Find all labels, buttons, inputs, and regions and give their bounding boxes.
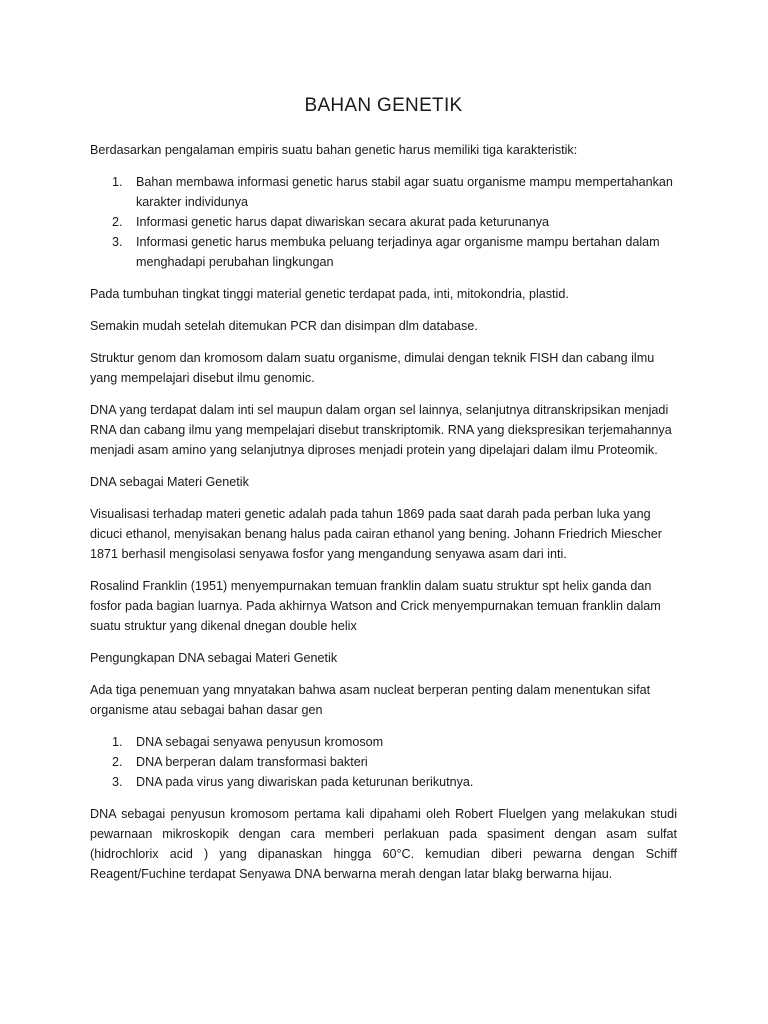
section-heading-pengungkapan: Pengungkapan DNA sebagai Materi Genetik — [90, 651, 338, 665]
paragraph-transcriptomic: DNA yang terdapat dalam inti sel maupun dalam organ sel lainnya, selanjutnya ditranskripsikan menjadi RNA dan cabang ilmu yang mempelajari disebut transkriptomik. RNA yang diekspresikan terjemahannya menjadi asam amino yang selanjutnya diproses menjadi protein yang dipelajari dalam ilmu Proteomik. — [90, 403, 672, 457]
list-item-number: 2. — [112, 755, 123, 769]
list-item-text: Informasi genetic harus dapat diwariskan secara akurat pada keturunanya — [136, 215, 550, 229]
list-item — [112, 752, 677, 772]
intro-paragraph: Berdasarkan pengalaman empiris suatu bahan genetic harus memiliki tiga karakteristik: — [90, 143, 578, 157]
list-item — [112, 212, 677, 232]
section-heading-dna: DNA sebagai Materi Genetik — [90, 475, 249, 489]
list-item-number: 1. — [112, 175, 123, 189]
list-item — [112, 732, 677, 752]
list-item-text: DNA sebagai senyawa penyusun kromosom — [136, 735, 384, 749]
document-title: BAHAN GENETIK — [304, 95, 463, 116]
list-item-text: DNA pada virus yang diwariskan pada keturunan berikutnya. — [136, 775, 474, 789]
discoveries-list — [90, 732, 677, 792]
paragraph-genomic: Struktur genom dan kromosom dalam suatu organisme, dimulai dengan teknik FISH dan cabang ilmu yang mempelajari disebut ilmu genomic. — [90, 351, 655, 385]
characteristics-list — [90, 172, 677, 272]
paragraph-fluelgen: DNA sebagai penyusun kromosom pertama kali dipahami oleh Robert Fluelgen yang melakukan studi pewarnaan mikroskopik dengan cara memberi perlakuan pada spasiment dengan asam sulfat (hidrochlorix acid ) yang dipanaskan hingga 60°C. kemudian diberi pewarna dengan Schiff Reagent/Fuchine terdapat Senyawa DNA berwarna merah dengan latar blakg berwarna hijau. — [90, 807, 677, 881]
list-item-number: 3. — [112, 775, 123, 789]
paragraph-franklin: Rosalind Franklin (1951) menyempurnakan temuan franklin dalam suatu struktur spt helix ganda dan fosfor pada bagian luarnya. Pada akhirnya Watson and Crick menyempurnakan temuan franklin dalam suatu struktur yang dikenal dnegan double helix — [90, 579, 661, 633]
paragraph-pcr: Semakin mudah setelah ditemukan PCR dan disimpan dlm database. — [90, 319, 478, 333]
list-item — [112, 772, 677, 792]
list-item — [112, 232, 677, 272]
list-item-number: 2. — [112, 215, 123, 229]
list-item-number: 1. — [112, 735, 123, 749]
paragraph-material-genetic: Pada tumbuhan tingkat tinggi material genetic terdapat pada, inti, mitokondria, plastid. — [90, 287, 569, 301]
list-item-text: DNA berperan dalam transformasi bakteri — [136, 755, 368, 769]
list-item-number: 3. — [112, 235, 123, 249]
document-page — [90, 92, 677, 896]
list-item-text: Informasi genetic harus membuka peluang terjadinya agar organisme mampu bertahan dalam menghadapi perubahan lingkungan — [136, 235, 660, 269]
paragraph-penemuan: Ada tiga penemuan yang mnyatakan bahwa asam nucleat berperan penting dalam menentukan sifat organisme atau sebagai bahan dasar gen — [90, 683, 651, 717]
paragraph-visualisasi: Visualisasi terhadap materi genetic adalah pada tahun 1869 pada saat darah pada perban luka yang dicuci ethanol, menyisakan benang halus pada cairan ethanol yang bening. Johann Friedrich Miescher 1871 berhasil mengisolasi senyawa fosfor yang mengandung senyawa asam dari inti. — [90, 507, 662, 561]
list-item-text: Bahan membawa informasi genetic harus stabil agar suatu organisme mampu mempertahankan karakter individunya — [136, 175, 673, 209]
list-item — [112, 172, 677, 212]
